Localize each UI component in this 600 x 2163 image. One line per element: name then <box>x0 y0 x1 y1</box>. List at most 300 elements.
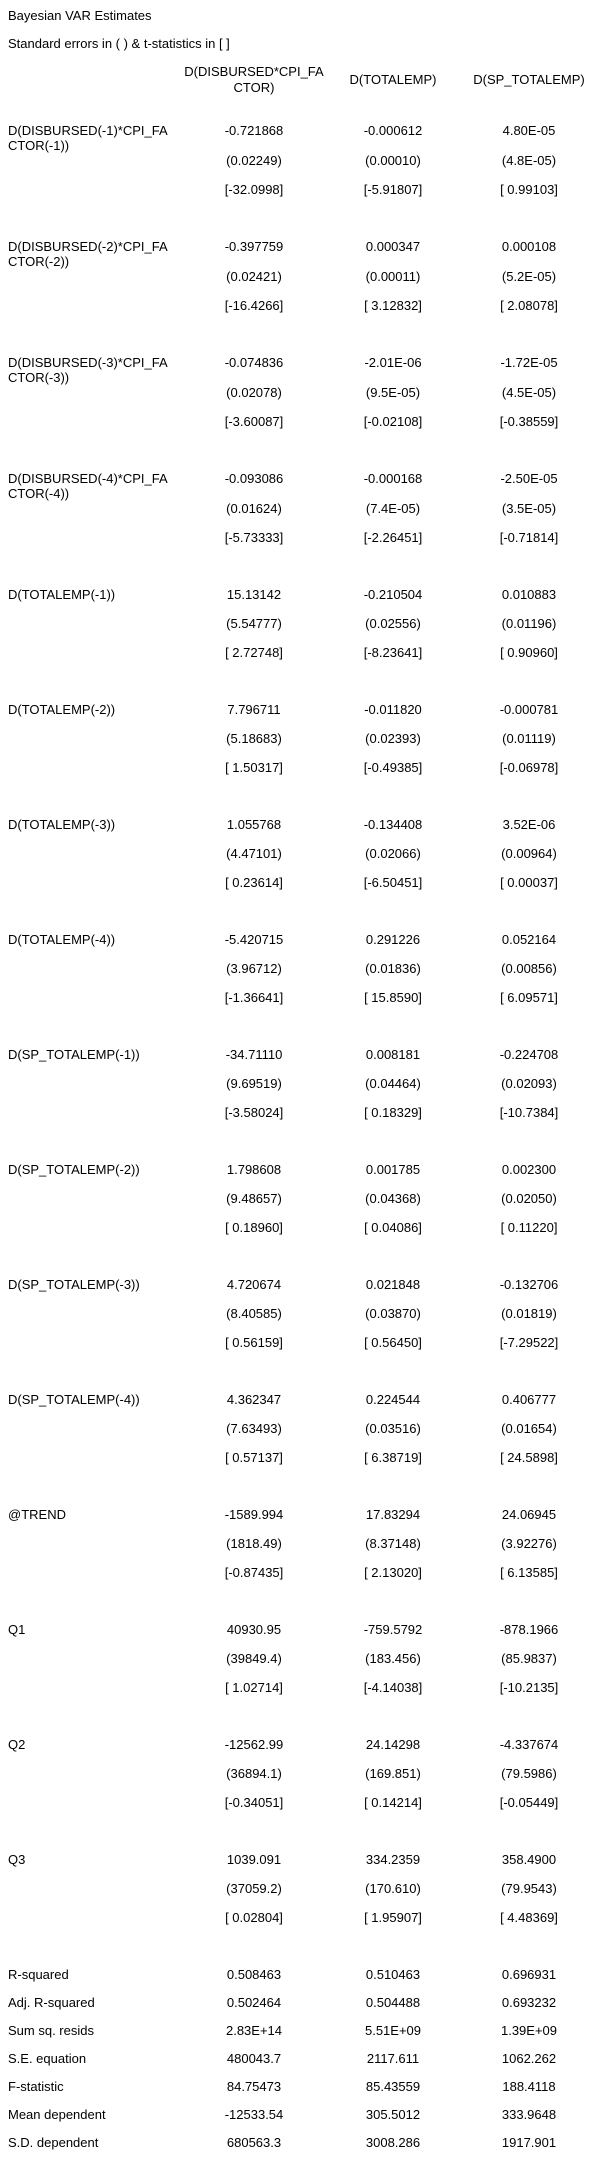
summary-value: 680563.3 <box>226 2135 282 2150</box>
variable-label: D(TOTALEMP(-1)) <box>8 587 116 602</box>
coefficient-value: 358.4900 <box>501 1852 557 1867</box>
tstat-value: [-16.4266] <box>224 298 284 313</box>
coefficient-value: -0.721868 <box>224 123 284 138</box>
tstat-value: [ 6.13585] <box>500 1565 558 1580</box>
stderr-row <box>8 501 600 530</box>
variable-label-spacer <box>8 760 180 789</box>
summary-row <box>8 2135 600 2163</box>
stderr-value: (5.18683) <box>226 731 282 746</box>
stderr-value: (8.40585) <box>226 1306 282 1321</box>
summary-value: 1.39E+09 <box>500 2023 558 2038</box>
block-spacer-row <box>8 1134 600 1162</box>
stderr-value: (4.47101) <box>226 846 282 861</box>
stderr-value: (0.02093) <box>501 1076 557 1091</box>
coefficient-value: -0.134408 <box>363 817 423 832</box>
coefficient-value: 0.002300 <box>501 1162 557 1177</box>
tstat-value: [ 0.99103] <box>500 182 558 197</box>
tstat-row <box>8 875 600 904</box>
block-spacer <box>8 1709 600 1737</box>
coefficient-value: 1.798608 <box>226 1162 282 1177</box>
tstat-value: [-3.58024] <box>224 1105 284 1120</box>
stderr-value: (0.00010) <box>365 153 421 168</box>
stderr-value: (1818.49) <box>226 1536 282 1551</box>
coefficient-row <box>8 123 600 153</box>
stderr-row <box>8 1881 600 1910</box>
summary-value: 305.5012 <box>365 2107 421 2122</box>
summary-label: S.E. equation <box>8 2051 87 2066</box>
tstat-value: [ 0.04086] <box>364 1220 422 1235</box>
stderr-value: (169.851) <box>365 1766 421 1781</box>
stderr-value: (3.92276) <box>501 1536 557 1551</box>
block-spacer <box>8 1249 600 1277</box>
coefficient-value: -0.011820 <box>364 702 422 717</box>
coefficient-row <box>8 471 600 501</box>
tstat-value: [-0.02108] <box>363 414 423 429</box>
summary-value: -12533.54 <box>224 2107 284 2122</box>
coefficient-value: 0.000108 <box>501 239 557 254</box>
stderr-value: (7.63493) <box>226 1421 282 1436</box>
block-spacer <box>8 559 600 587</box>
variable-label-spacer <box>8 530 180 559</box>
variable-label-spacer <box>8 1565 180 1594</box>
tstat-value: [ 0.18329] <box>364 1105 422 1120</box>
block-spacer <box>8 1939 600 1967</box>
stderr-value: (0.02078) <box>226 385 282 400</box>
stderr-value: (0.01819) <box>501 1306 557 1321</box>
stderr-row <box>8 1306 600 1335</box>
summary-row <box>8 2079 600 2107</box>
stderr-value: (0.00011) <box>365 269 421 284</box>
coefficient-row <box>8 587 600 616</box>
variable-label: @TREND <box>8 1507 66 1522</box>
stderr-value: (0.02050) <box>501 1191 557 1206</box>
coefficient-row <box>8 1047 600 1076</box>
stderr-value: (36894.1) <box>226 1766 282 1781</box>
variable-label: Q2 <box>8 1737 26 1752</box>
tstat-value: [-6.50451] <box>363 875 423 890</box>
variable-label-spacer <box>8 1881 180 1910</box>
column-header-row <box>8 64 600 123</box>
block-spacer-row <box>8 559 600 587</box>
variable-label: D(SP_TOTALEMP(-2)) <box>8 1162 140 1177</box>
tstat-value: [ 15.8590] <box>364 990 422 1005</box>
summary-label: F-statistic <box>8 2079 64 2094</box>
coefficient-value: -4.337674 <box>499 1737 559 1752</box>
stderr-value: (0.00856) <box>501 961 557 976</box>
tstat-value: [-0.38559] <box>499 414 559 429</box>
tstat-value: [ 0.02804] <box>225 1910 283 1925</box>
variable-label-spacer <box>8 616 180 645</box>
coefficient-row <box>8 817 600 846</box>
stderr-value: (0.03870) <box>365 1306 421 1321</box>
block-spacer <box>8 443 600 471</box>
variable-label-spacer <box>8 990 180 1019</box>
tstat-value: [-0.49385] <box>363 760 423 775</box>
coefficient-value: 24.14298 <box>365 1737 421 1752</box>
stderr-value: (37059.2) <box>226 1881 282 1896</box>
variable-label: D(SP_TOTALEMP(-1)) <box>8 1047 140 1062</box>
summary-value: 2117.611 <box>366 2051 420 2066</box>
tstat-value: [-0.05449] <box>499 1795 559 1810</box>
tstat-value: [ 2.08078] <box>500 298 558 313</box>
summary-value: 188.4118 <box>502 2079 556 2094</box>
tstat-row <box>8 530 600 559</box>
variable-label-spacer <box>8 1651 180 1680</box>
tstat-row <box>8 298 600 327</box>
tstat-row <box>8 182 600 211</box>
coefficient-value: 4.362347 <box>226 1392 282 1407</box>
block-spacer <box>8 1594 600 1622</box>
coefficient-value: -2.01E-06 <box>364 355 422 370</box>
coefficient-value: -1589.994 <box>224 1507 284 1522</box>
stderr-row <box>8 1536 600 1565</box>
tstat-value: [ 0.57137] <box>225 1450 283 1465</box>
variable-label: D(TOTALEMP(-2)) <box>8 702 116 717</box>
variable-label: D(DISBURSED(-4)*CPI_FACTOR(-4)) <box>8 471 168 501</box>
summary-label: Mean dependent <box>8 2107 106 2122</box>
tstat-value: [-32.0998] <box>224 182 284 197</box>
tstat-row <box>8 1565 600 1594</box>
summary-row <box>8 1995 600 2023</box>
stderr-value: (3.5E-05) <box>501 501 557 516</box>
coefficient-value: -0.000168 <box>363 471 423 486</box>
variable-label-spacer <box>8 1680 180 1709</box>
block-spacer-row <box>8 327 600 355</box>
coefficient-value: 0.291226 <box>365 932 421 947</box>
variable-label-spacer <box>8 414 180 443</box>
summary-row <box>8 2107 600 2135</box>
variable-label: D(SP_TOTALEMP(-4)) <box>8 1392 140 1407</box>
summary-value: 1062.262 <box>501 2051 557 2066</box>
summary-value: 480043.7 <box>226 2051 282 2066</box>
summary-label: R-squared <box>8 1967 69 1982</box>
variable-label-spacer <box>8 385 180 414</box>
stderr-row <box>8 1191 600 1220</box>
block-spacer-row <box>8 904 600 932</box>
tstat-value: [-0.87435] <box>224 1565 284 1580</box>
stderr-value: (5.54777) <box>226 616 282 631</box>
variable-label: D(DISBURSED(-1)*CPI_FACTOR(-1)) <box>8 123 168 153</box>
tstat-row <box>8 1680 600 1709</box>
coefficient-value: -878.1966 <box>499 1622 559 1637</box>
stderr-value: (0.02249) <box>226 153 282 168</box>
coefficient-value: 24.06945 <box>501 1507 557 1522</box>
tstat-row <box>8 760 600 789</box>
stderr-value: (0.01624) <box>226 501 282 516</box>
variable-label: D(DISBURSED(-2)*CPI_FACTOR(-2)) <box>8 239 168 269</box>
variable-label-spacer <box>8 1536 180 1565</box>
coefficient-row <box>8 702 600 731</box>
coefficient-value: 0.000347 <box>365 239 421 254</box>
variable-label-spacer <box>8 1450 180 1479</box>
tstat-value: [-2.26451] <box>363 530 423 545</box>
stderr-value: (0.02556) <box>365 616 421 631</box>
coefficient-value: 0.021848 <box>365 1277 421 1292</box>
coefficient-value: -0.000781 <box>499 702 559 717</box>
variable-label-spacer <box>8 1910 180 1939</box>
block-spacer <box>8 1364 600 1392</box>
stderr-value: (170.610) <box>365 1881 421 1896</box>
stderr-row <box>8 269 600 298</box>
stderr-row <box>8 1651 600 1680</box>
stderr-value: (85.9837) <box>501 1651 557 1666</box>
coefficient-value: 0.010883 <box>501 587 557 602</box>
coefficient-row <box>8 355 600 385</box>
tstat-value: [-0.71814] <box>499 530 559 545</box>
coefficient-value: 17.83294 <box>365 1507 421 1522</box>
coefficient-value: 1.055768 <box>226 817 282 832</box>
tstat-row <box>8 1910 600 1939</box>
summary-value: 0.508463 <box>226 1967 282 1982</box>
tstat-value: [ 0.18960] <box>225 1220 283 1235</box>
tstat-value: [-1.36641] <box>224 990 284 1005</box>
block-spacer-row <box>8 1249 600 1277</box>
tstat-row <box>8 645 600 674</box>
summary-value: 0.510463 <box>365 1967 421 1982</box>
summary-value: 0.693232 <box>501 1995 557 2010</box>
tstat-value: [-3.60087] <box>224 414 284 429</box>
variable-label-spacer <box>8 269 180 298</box>
stderr-value: (0.00964) <box>501 846 557 861</box>
tstat-value: [ 0.11220] <box>500 1220 558 1235</box>
stderr-value: (4.8E-05) <box>501 153 557 168</box>
tstat-value: [-8.23641] <box>363 645 423 660</box>
coefficient-value: 0.001785 <box>365 1162 421 1177</box>
coefficient-row <box>8 1852 600 1881</box>
variable-label-spacer <box>8 1191 180 1220</box>
stderr-value: (0.01119) <box>502 731 556 746</box>
stderr-value: (0.04464) <box>365 1076 421 1091</box>
stderr-row <box>8 1421 600 1450</box>
stderr-row <box>8 961 600 990</box>
coefficient-value: -0.397759 <box>224 239 284 254</box>
coefficient-value: -0.132706 <box>499 1277 559 1292</box>
stderr-value: (79.5986) <box>501 1766 557 1781</box>
tstat-value: [-0.06978] <box>499 760 559 775</box>
tstat-value: [ 4.48369] <box>500 1910 558 1925</box>
summary-value: 1917.901 <box>501 2135 557 2150</box>
variable-label-spacer <box>8 875 180 904</box>
tstat-value: [ 2.72748] <box>225 645 283 660</box>
tstat-value: [-10.2135] <box>499 1680 559 1695</box>
tstat-value: [ 6.09571] <box>500 990 558 1005</box>
block-spacer-row <box>8 1019 600 1047</box>
tstat-value: [ 0.00037] <box>500 875 558 890</box>
stderr-value: (0.03516) <box>365 1421 421 1436</box>
tstat-value: [-0.34051] <box>224 1795 284 1810</box>
variable-label-spacer <box>8 182 180 211</box>
tstat-value: [-10.7384] <box>499 1105 559 1120</box>
stderr-value: (0.01654) <box>501 1421 557 1436</box>
stderr-value: (4.5E-05) <box>501 385 557 400</box>
block-spacer <box>8 789 600 817</box>
stderr-value: (9.69519) <box>226 1076 282 1091</box>
tstat-row <box>8 990 600 1019</box>
coefficient-value: -0.224708 <box>499 1047 559 1062</box>
coefficient-value: -0.000612 <box>363 123 423 138</box>
coefficient-row <box>8 1277 600 1306</box>
tstat-row <box>8 1220 600 1249</box>
block-spacer-row <box>8 443 600 471</box>
variable-label-spacer <box>8 1105 180 1134</box>
coefficient-value: 0.008181 <box>365 1047 421 1062</box>
stderr-value: (0.02393) <box>365 731 421 746</box>
stderr-row <box>8 616 600 645</box>
summary-row <box>8 1967 600 1995</box>
tstat-value: [ 6.38719] <box>364 1450 422 1465</box>
coefficient-row <box>8 932 600 961</box>
variable-label-spacer <box>8 1795 180 1824</box>
variable-label-spacer <box>8 1076 180 1105</box>
variable-label: D(SP_TOTALEMP(-3)) <box>8 1277 140 1292</box>
block-spacer-row <box>8 674 600 702</box>
summary-label: S.D. dependent <box>8 2135 99 2150</box>
stderr-value: (9.5E-05) <box>365 385 421 400</box>
block-spacer-row <box>8 1709 600 1737</box>
stderr-value: (5.2E-05) <box>501 269 557 284</box>
variable-label-spacer <box>8 846 180 875</box>
column-header-sp-totalemp: D(SP_TOTALEMP) <box>473 72 585 87</box>
tstat-row <box>8 1105 600 1134</box>
block-spacer-row <box>8 1939 600 1967</box>
tstat-value: [ 1.02714] <box>225 1680 283 1695</box>
stderr-row <box>8 385 600 414</box>
coefficient-value: 1039.091 <box>226 1852 282 1867</box>
block-spacer <box>8 1134 600 1162</box>
coefficient-value: 15.13142 <box>226 587 282 602</box>
variable-label-spacer <box>8 645 180 674</box>
coefficient-value: -0.093086 <box>224 471 284 486</box>
summary-value: 84.75473 <box>226 2079 282 2094</box>
coefficient-row <box>8 1622 600 1651</box>
coefficient-value: 0.052164 <box>501 932 557 947</box>
stderr-value: (7.4E-05) <box>365 501 421 516</box>
variable-label-spacer <box>8 731 180 760</box>
tstat-value: [ 24.5898] <box>500 1450 558 1465</box>
summary-value: 85.43559 <box>365 2079 421 2094</box>
variable-label-spacer <box>8 1335 180 1364</box>
variable-label: Q1 <box>8 1622 26 1637</box>
tstat-value: [ 0.56159] <box>225 1335 283 1350</box>
tstat-value: [ 0.23614] <box>225 875 283 890</box>
tstat-value: [ 0.14214] <box>364 1795 422 1810</box>
tstat-row <box>8 1335 600 1364</box>
coefficient-value: -0.210504 <box>363 587 423 602</box>
tstat-value: [ 2.13020] <box>364 1565 422 1580</box>
stderr-value: (9.48657) <box>226 1191 282 1206</box>
block-spacer <box>8 327 600 355</box>
stderr-value: (39849.4) <box>226 1651 282 1666</box>
summary-label: Adj. R-squared <box>8 1995 95 2010</box>
variable-column-header <box>8 64 180 123</box>
estimates-table <box>8 64 600 2163</box>
stderr-value: (0.01836) <box>365 961 421 976</box>
coefficient-value: 3.52E-06 <box>502 817 556 832</box>
summary-value: 2.83E+14 <box>225 2023 283 2038</box>
block-spacer <box>8 674 600 702</box>
block-spacer-row <box>8 1479 600 1507</box>
coefficient-row <box>8 239 600 269</box>
variable-label-spacer <box>8 1421 180 1450</box>
coefficient-value: 4.720674 <box>226 1277 282 1292</box>
tstat-row <box>8 414 600 443</box>
coefficient-row <box>8 1507 600 1536</box>
block-spacer <box>8 211 600 239</box>
stderr-row <box>8 1766 600 1795</box>
stderr-value: (0.04368) <box>365 1191 421 1206</box>
tstat-value: [ 3.12832] <box>364 298 422 313</box>
tstat-value: [-5.73333] <box>224 530 284 545</box>
block-spacer-row <box>8 211 600 239</box>
summary-value: 0.502464 <box>226 1995 282 2010</box>
coefficient-section <box>8 123 600 1967</box>
summary-statistics-section <box>8 1967 600 2163</box>
block-spacer-row <box>8 1364 600 1392</box>
stderr-value: (8.37148) <box>365 1536 421 1551</box>
coefficient-value: -34.71110 <box>225 1047 283 1062</box>
coefficient-value: 7.796711 <box>227 702 281 717</box>
coefficient-value: 334.2359 <box>365 1852 421 1867</box>
variable-label-spacer <box>8 1306 180 1335</box>
tstat-value: [ 0.56450] <box>364 1335 422 1350</box>
summary-value: 333.9648 <box>501 2107 557 2122</box>
summary-value: 0.504488 <box>365 1995 421 2010</box>
coefficient-value: 0.406777 <box>501 1392 557 1407</box>
stderr-row <box>8 153 600 182</box>
coefficient-row <box>8 1162 600 1191</box>
variable-label: D(TOTALEMP(-4)) <box>8 932 116 947</box>
coefficient-value: -1.72E-05 <box>500 355 558 370</box>
block-spacer <box>8 1479 600 1507</box>
coefficient-value: 4.80E-05 <box>502 123 556 138</box>
stderr-value: (79.9543) <box>501 1881 557 1896</box>
stderr-value: (3.96712) <box>226 961 282 976</box>
block-spacer-row <box>8 1824 600 1852</box>
variable-label-spacer <box>8 153 180 182</box>
tstat-value: [-4.14038] <box>363 1680 423 1695</box>
coefficient-value: -12562.99 <box>224 1737 284 1752</box>
column-header-totalemp: D(TOTALEMP) <box>349 72 437 87</box>
coefficient-row <box>8 1737 600 1766</box>
coefficient-value: -2.50E-05 <box>500 471 558 486</box>
block-spacer-row <box>8 1594 600 1622</box>
coefficient-row <box>8 1392 600 1421</box>
coefficient-value: -5.420715 <box>224 932 284 947</box>
variable-label: D(DISBURSED(-3)*CPI_FACTOR(-3)) <box>8 355 168 385</box>
stderr-row <box>8 846 600 875</box>
block-spacer <box>8 1019 600 1047</box>
summary-row <box>8 2051 600 2079</box>
block-spacer <box>8 904 600 932</box>
block-spacer <box>8 1824 600 1852</box>
tstat-value: [-7.29522] <box>499 1335 559 1350</box>
summary-row <box>8 2023 600 2051</box>
column-header-disbursed-cpi-factor: D(DISBURSED*CPI_FACTOR) <box>184 64 324 95</box>
summary-value: 0.696931 <box>501 1967 557 1982</box>
coefficient-value: -0.074836 <box>224 355 284 370</box>
coefficient-value: 40930.95 <box>226 1622 282 1637</box>
block-spacer-row <box>8 789 600 817</box>
variable-label-spacer <box>8 298 180 327</box>
tstat-row <box>8 1795 600 1824</box>
stderr-value: (183.456) <box>365 1651 421 1666</box>
tstat-value: [ 1.95907] <box>364 1910 422 1925</box>
tstat-value: [ 1.50317] <box>225 760 283 775</box>
report-title: Bayesian VAR Estimates <box>8 8 152 23</box>
stderr-value: (0.02066) <box>365 846 421 861</box>
coefficient-value: 0.224544 <box>365 1392 421 1407</box>
tstat-value: [ 0.90960] <box>500 645 558 660</box>
